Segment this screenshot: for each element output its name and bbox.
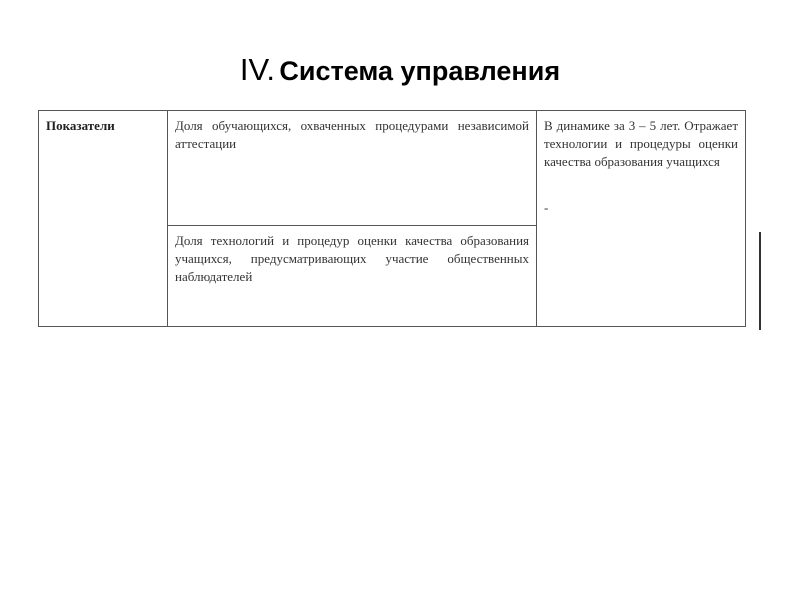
- note-dash: -: [544, 200, 549, 215]
- title-roman-numeral: IV.: [239, 52, 275, 87]
- indicator-cell: [168, 111, 537, 226]
- indicator-cell: [168, 226, 537, 327]
- indicators-header-cell: [39, 111, 168, 327]
- note-text: В динамике за 3 – 5 лет. Отражает технологии и процедуры оценки качества образования учащихся: [544, 118, 738, 169]
- table-edge-cell: [746, 111, 747, 327]
- table-right-edge-line: [759, 232, 761, 330]
- slide-title: [0, 52, 800, 88]
- indicator-text: Доля обучающихся, охваченных процедурами независимой аттестации: [175, 118, 529, 151]
- indicator-text: Доля технологий и процедур оценки качества образования учащихся, предусматривающих участие общественных наблюдателей: [175, 233, 529, 284]
- indicators-header-label: Показатели: [46, 118, 115, 133]
- note-cell: [537, 111, 746, 327]
- table-row: [39, 111, 747, 226]
- title-text: Система управления: [279, 56, 561, 86]
- indicators-table: [38, 110, 746, 327]
